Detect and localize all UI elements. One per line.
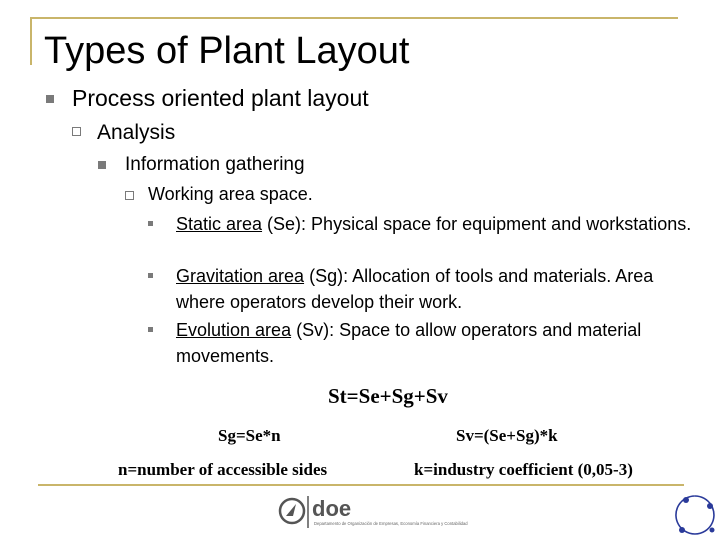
desc-evolution-area: (Sv): Space to allow operators and material movements. bbox=[176, 320, 642, 366]
logo-text: doe bbox=[312, 496, 352, 521]
bullet-hollow-square-icon bbox=[72, 127, 81, 136]
bullet-hollow-square-icon bbox=[125, 191, 134, 200]
bullet-square-icon bbox=[46, 95, 54, 103]
level1-text: Process oriented plant layout bbox=[72, 85, 369, 111]
list-item-evolution-area bbox=[176, 317, 706, 369]
list-item-gravitation-area bbox=[176, 263, 706, 315]
desc-gravitation-area: (Sg): Allocation of tools and materials. Area where operators develop their work. bbox=[176, 266, 654, 312]
term-static-area: Static area bbox=[176, 214, 263, 234]
title-frame-top bbox=[30, 17, 678, 19]
title-frame-left bbox=[30, 17, 32, 65]
department-logo bbox=[278, 494, 518, 530]
level2-text: Analysis bbox=[97, 121, 176, 144]
bullet-small-square-icon bbox=[148, 221, 153, 226]
term-evolution-area: Evolution area bbox=[176, 320, 292, 340]
bullet-square-icon bbox=[98, 161, 106, 169]
note-n: n=number of accessible sides bbox=[118, 460, 328, 479]
formula-sg: Sg=Se*n bbox=[218, 426, 281, 445]
desc-static-area: (Se): Physical space for equipment and workstations. bbox=[262, 214, 692, 234]
list-item-static-area bbox=[176, 211, 706, 237]
level4-text: Working area space. bbox=[148, 184, 313, 204]
bullet-small-square-icon bbox=[148, 273, 153, 278]
term-gravitation-area: Gravitation area bbox=[176, 266, 305, 286]
slide-title: Types of Plant Layout bbox=[44, 30, 410, 72]
corner-decoration-icon bbox=[672, 492, 718, 538]
bullet-small-square-icon bbox=[148, 327, 153, 332]
level3-text: Information gathering bbox=[125, 154, 305, 175]
note-k: k=industry coefficient (0,05-3) bbox=[414, 460, 633, 479]
formula-total: St=Se+Sg+Sv bbox=[328, 384, 448, 408]
footer-divider bbox=[38, 484, 684, 486]
logo-subtitle: Departamento de Organización de Empresas, Economía Financiera y Contabilidad bbox=[314, 521, 468, 526]
formula-sv: Sv=(Se+Sg)*k bbox=[456, 426, 558, 445]
